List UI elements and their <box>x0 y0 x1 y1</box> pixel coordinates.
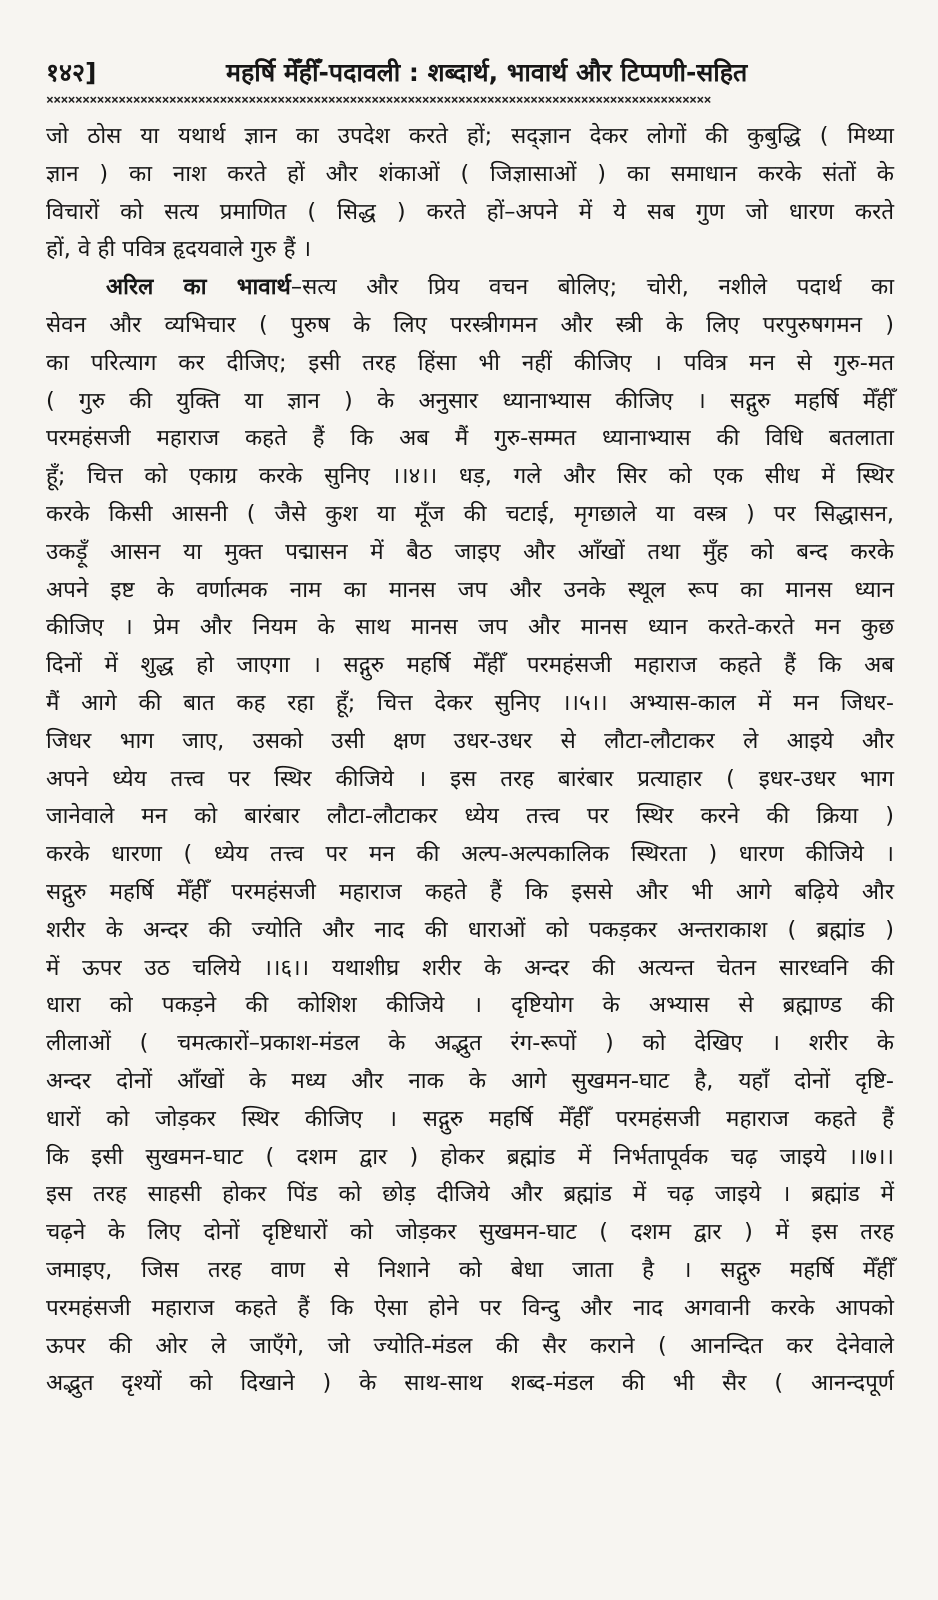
text-line: अपने ध्येय तत्त्व पर स्थिर कीजिये । इस तरह बारंबार प्रत्याहार ( इधर-उधर भाग <box>46 765 894 792</box>
paragraph-guru-qualities <box>46 118 894 269</box>
text-line: अद्भुत दृश्यों को दिखाने ) के साथ-साथ शब्द-मंडल की भी सैर ( आनन्दपूर्ण <box>46 1370 894 1397</box>
text-line: विचारों को सत्य प्रमाणित ( सिद्ध ) करते हों–अपने में ये सब गुण जो धारण करते <box>46 198 894 225</box>
text-line: इस तरह साहसी होकर पिंड को छोड़ दीजिये और ब्रह्मांड में चढ़ जाइये । ब्रह्मांड में <box>46 1181 894 1208</box>
text-line: सेवन और व्यभिचार ( पुरुष के लिए परस्त्रीगमन और स्त्री के लिए परपुरुषगमन ) <box>46 311 894 338</box>
text-line: करके धारणा ( ध्येय तत्त्व पर मन की अल्प-अल्पकालिक स्थिरता ) धारण कीजिये । <box>46 841 894 868</box>
text-line: कीजिए । प्रेम और नियम के साथ मानस जप और मानस ध्यान करते-करते मन कुछ <box>46 614 894 641</box>
running-title: महर्षि मेँहीँ-पदावली : शब्दार्थ, भावार्थ और टिप्पणी-सहित <box>226 58 748 87</box>
text-line: सद्गुरु महर्षि मेँहीँ परमहंसजी महाराज कहते हैं कि इससे और भी आगे बढ़िये और <box>46 878 894 905</box>
text-line: कि इसी सुखमन-घाट ( दशम द्वार ) होकर ब्रह्मांड में निर्भतापूर्वक चढ़ जाइये ।।७।। <box>46 1143 894 1170</box>
page-header <box>46 56 894 90</box>
text-line: धारा को पकड़ने की कोशिश कीजिये । दृष्टियोग के अभ्यास से ब्रह्माण्ड की <box>46 992 894 1019</box>
body-text <box>46 118 894 1403</box>
header-cross-rule: ×××××××××××××××××××××××××××××××××××××××××××××××××××××××××××××××××××××××××××××××××××××××××××× <box>46 94 711 108</box>
text-line: ( गुरु की युक्ति या ज्ञान ) के अनुसार ध्यानाभ्यास कीजिए । सद्गुरु महर्षि मेँहीँ <box>46 387 894 414</box>
text-line <box>46 269 894 307</box>
text-line: करके किसी आसनी ( जैसे कुश या मूँज की चटाई, मृगछाले या वस्त्र ) पर सिद्धासन, <box>46 500 894 527</box>
text-line: ज्ञान ) का नाश करते हों और शंकाओं ( जिज्ञासाओं ) का समाधान करके संतों के <box>46 160 894 187</box>
text-line: जिधर भाग जाए, उसको उसी क्षण उधर-उधर से लौटा-लौटाकर ले आइये और <box>46 727 894 754</box>
text-line: परमहंसजी महाराज कहते हैं कि अब मैं गुरु-सम्मत ध्यानाभ्यास की विधि बतलाता <box>46 425 894 452</box>
text-line: हूँ; चित्त को एकाग्र करके सुनिए ।।४।। धड़, गले और सिर को एक सीध में स्थिर <box>46 463 894 490</box>
text-line: लीलाओं ( चमत्कारों–प्रकाश-मंडल के अद्भुत रंग-रूपों ) को देखिए । शरीर के <box>46 1030 894 1057</box>
text-line: धारों को जोड़कर स्थिर कीजिए । सद्गुरु महर्षि मेँहीँ परमहंसजी महाराज कहते हैं <box>46 1105 894 1132</box>
text-line: ऊपर की ओर ले जाएँगे, जो ज्योति-मंडल की सैर कराने ( आनन्दित कर देनेवाले <box>46 1332 894 1359</box>
text-line: जो ठोस या यथार्थ ज्ञान का उपदेश करते हों; सद्ज्ञान देकर लोगों की कुबुद्धि ( मिथ्या <box>46 123 894 149</box>
text-line: मैं आगे की बात कह रहा हूँ; चित्त देकर सुनिए ।।५।। अभ्यास-काल में मन जिधर- <box>46 689 894 716</box>
heading-line-rest: –सत्य और प्रिय वचन बोलिए; चोरी, नशीले पदार्थ का <box>290 274 894 301</box>
text-line: अपने इष्ट के वर्णात्मक नाम का मानस जप और उनके स्थूल रूप का मानस ध्यान <box>46 576 894 603</box>
text-line: का परित्याग कर दीजिए; इसी तरह हिंसा भी नहीं कीजिए । पवित्र मन से गुरु-मत <box>46 349 894 376</box>
text-line: दिनों में शुद्ध हो जाएगा । सद्गुरु महर्षि मेँहीँ परमहंसजी महाराज कहते हैं कि अब <box>46 652 894 679</box>
page-number: १४२] <box>46 58 97 87</box>
text-line: हों, वे ही पवित्र हृदयवाले गुरु हैं । <box>46 236 312 263</box>
text-line: शरीर के अन्दर की ज्योति और नाद की धाराओं को पकड़कर अन्तराकाश ( ब्रह्मांड ) <box>46 916 894 943</box>
text-line: उकड़ूँ आसन या मुक्त पद्मासन में बैठ जाइए और आँखों तथा मुँह को बन्द करके <box>46 538 894 565</box>
text-line: जानेवाले मन को बारंबार लौटा-लौटाकर ध्येय तत्त्व पर स्थिर करने की क्रिया ) <box>46 803 894 830</box>
text-line: अन्दर दोनों आँखों के मध्य और नाक के आगे सुखमन-घाट है, यहाँ दोनों दृष्टि- <box>46 1067 894 1094</box>
section-heading: अरिल का भावार्थ <box>106 274 291 301</box>
paragraph-aril-meaning <box>46 269 894 1403</box>
text-line: परमहंसजी महाराज कहते हैं कि ऐसा होने पर विन्दु और नाद अगवानी करके आपको <box>46 1294 894 1321</box>
text-line: चढ़ने के लिए दोनों दृष्टिधारों को जोड़कर सुखमन-घाट ( दशम द्वार ) में इस तरह <box>46 1219 894 1246</box>
text-line: में ऊपर उठ चलिये ।।६।। यथाशीघ्र शरीर के अन्दर की अत्यन्त चेतन सारध्वनि की <box>46 954 894 981</box>
text-line: जमाइए, जिस तरह वाण से निशाने को बेधा जाता है । सद्गुरु महर्षि मेँहीँ <box>46 1256 894 1283</box>
